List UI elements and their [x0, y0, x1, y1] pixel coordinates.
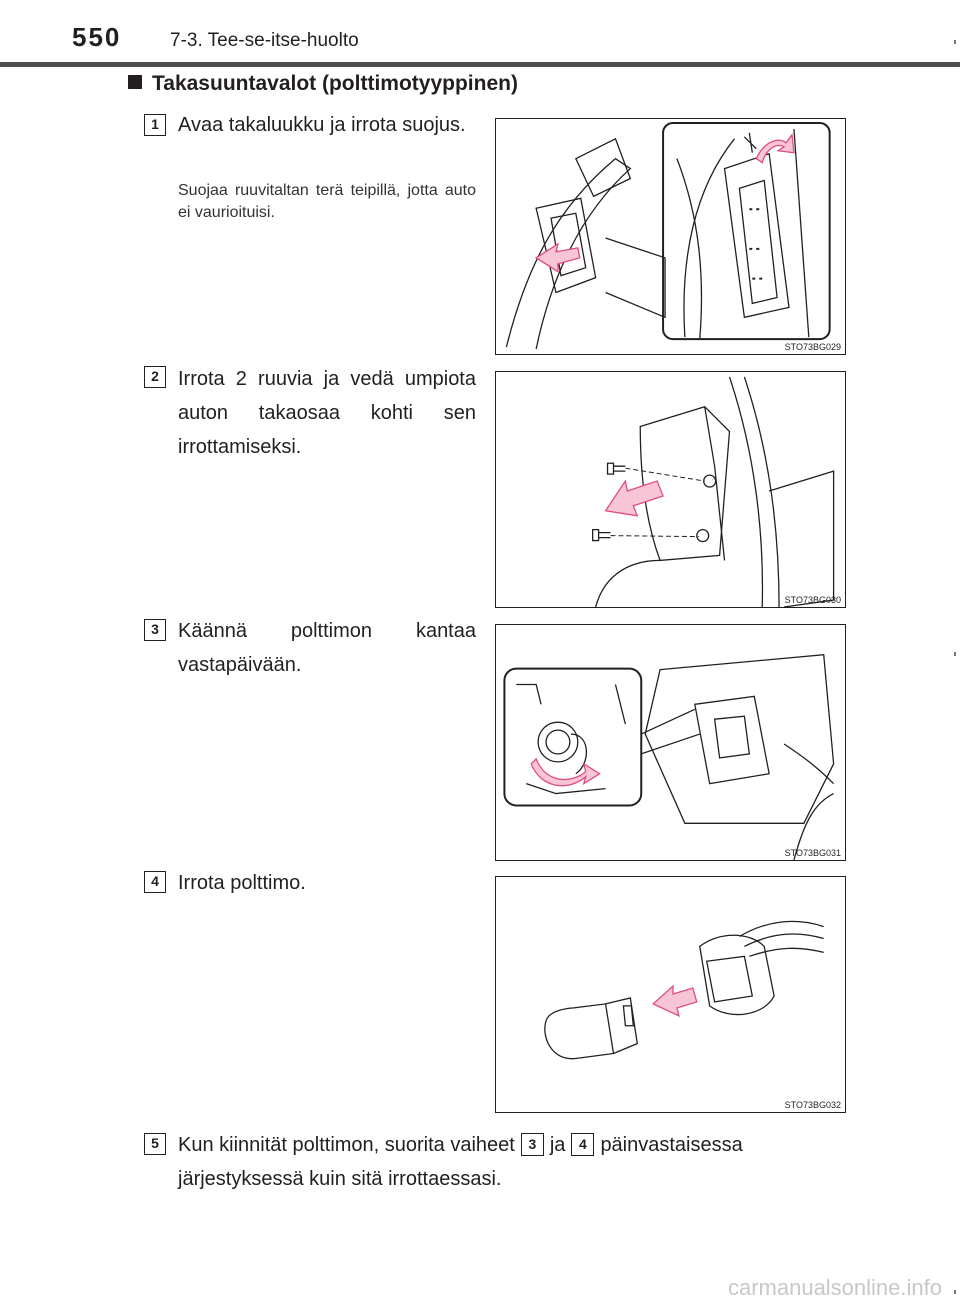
step-4-text: Irrota polttimo. — [178, 872, 306, 894]
step-1-badge: 1 — [144, 114, 166, 136]
step-3-badge: 3 — [144, 619, 166, 641]
step-3-text: Käännä polttimon kantaa vastapäivään. — [178, 620, 476, 676]
header-rule — [0, 62, 960, 67]
watermark: carmanualsonline.info — [727, 1275, 942, 1300]
step-4-badge: 4 — [144, 871, 166, 893]
step-5-text-middle: ja — [549, 1134, 566, 1156]
edge-tick — [954, 1290, 956, 1294]
tail-light-cover-illustration — [496, 119, 845, 354]
step-5-text — [178, 1128, 858, 1196]
figure-code: STO73BG030 — [784, 595, 841, 605]
figure-step-1 — [495, 118, 846, 355]
step-ref-badge: 4 — [571, 1133, 594, 1156]
step-1-text: Avaa takaluukku ja irrota suojus. — [178, 114, 466, 136]
square-bullet-icon — [128, 75, 142, 89]
tail-light-removal-illustration — [496, 372, 845, 607]
page-number: 550 — [72, 22, 122, 52]
step-2-text: Irrota 2 ruuvia ja vedä umpiota auton takaosaa kohti sen irrottamiseksi. — [178, 368, 476, 458]
step-2-badge: 2 — [144, 366, 166, 388]
edge-tick — [954, 40, 956, 44]
figure-step-3 — [495, 624, 846, 861]
step-5-text-after: päinvastaisessa järjestyksessä kuin sitä irrottaessasi. — [178, 1134, 743, 1190]
figure-code: STO73BG032 — [784, 1100, 841, 1110]
bulb-removal-illustration — [496, 877, 845, 1112]
figure-step-4 — [495, 876, 846, 1113]
figure-code: STO73BG031 — [784, 848, 841, 858]
bulb-socket-turn-illustration — [496, 625, 845, 860]
edge-tick — [954, 652, 956, 656]
step-5-badge: 5 — [144, 1133, 166, 1155]
section-title: 7-3. Tee-se-itse-huolto — [170, 30, 359, 51]
step-1-note: Suojaa ruuvitaltan terä teipillä, jotta auto ei vaurioituisi. — [178, 182, 476, 221]
subheading — [128, 72, 518, 96]
figure-code: STO73BG029 — [784, 342, 841, 352]
step-ref-badge: 3 — [521, 1133, 544, 1156]
step-5-text-before: Kun kiinnität polttimon, suorita vaiheet — [178, 1134, 515, 1156]
figure-step-2 — [495, 371, 846, 608]
subheading-text: Takasuuntavalot (polttimotyyppinen) — [152, 72, 518, 95]
